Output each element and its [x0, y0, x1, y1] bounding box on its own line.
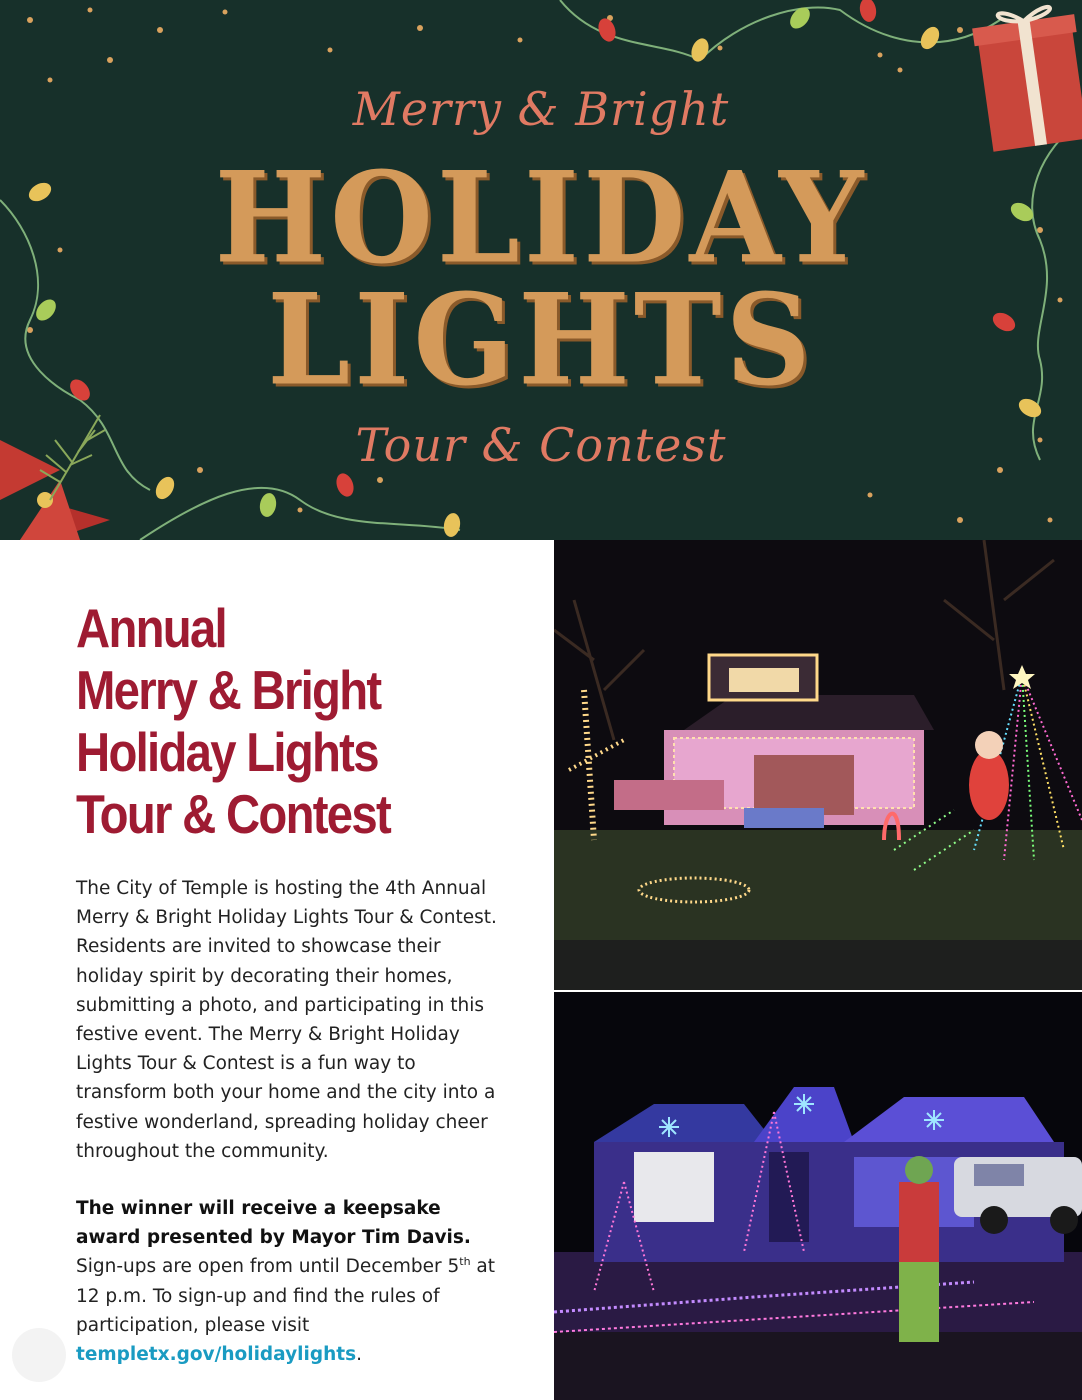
decorated-house-photo-2 [554, 992, 1082, 1400]
heading-line: Tour & Contest [76, 783, 391, 845]
event-description [76, 874, 506, 1369]
banner-script-top: Merry & Bright [352, 82, 730, 136]
heading-line: Holiday Lights [76, 721, 378, 783]
heading-line: Annual [76, 597, 226, 659]
intro-paragraph: The City of Temple is hosting the 4th Annual Merry & Bright Holiday Lights Tour & Contest. Residents are invited to showcase their holiday spirit by decorating their homes, submitting a photo, and participating in this festive event. The Merry & Bright Holiday Lights Tour & Contest is a fun way to transform both your home and the city into a festive wonderland, spreading holiday cheer throughout the community. [76, 878, 497, 1162]
event-heading [76, 597, 472, 845]
banner-script-bottom: Tour & Contest [355, 418, 727, 472]
holiday-lights-link[interactable]: templetx.gov/holidaylights [76, 1344, 357, 1366]
string-lights-bottom [140, 488, 460, 540]
date-suffix: th [459, 1255, 471, 1269]
banner-title-line1: HOLIDAY [214, 143, 868, 292]
trailing-period: . [356, 1344, 362, 1366]
winner-statement: The winner will receive a keepsake award presented by Mayor Tim Davis. [76, 1198, 471, 1249]
decorated-house-photo-1 [554, 540, 1082, 990]
signup-text: Sign-ups are open from until December 5 [76, 1256, 460, 1278]
heading-line: Merry & Bright [76, 659, 381, 721]
signup-paragraph [76, 1194, 506, 1369]
corner-mark [12, 1328, 66, 1382]
signup-text-cont: at 12 p.m. To sign-up and find the rules of participation, please visit [76, 1256, 496, 1336]
banner-title-line2: LIGHTS [267, 265, 815, 414]
holiday-lights-banner [0, 0, 1082, 540]
